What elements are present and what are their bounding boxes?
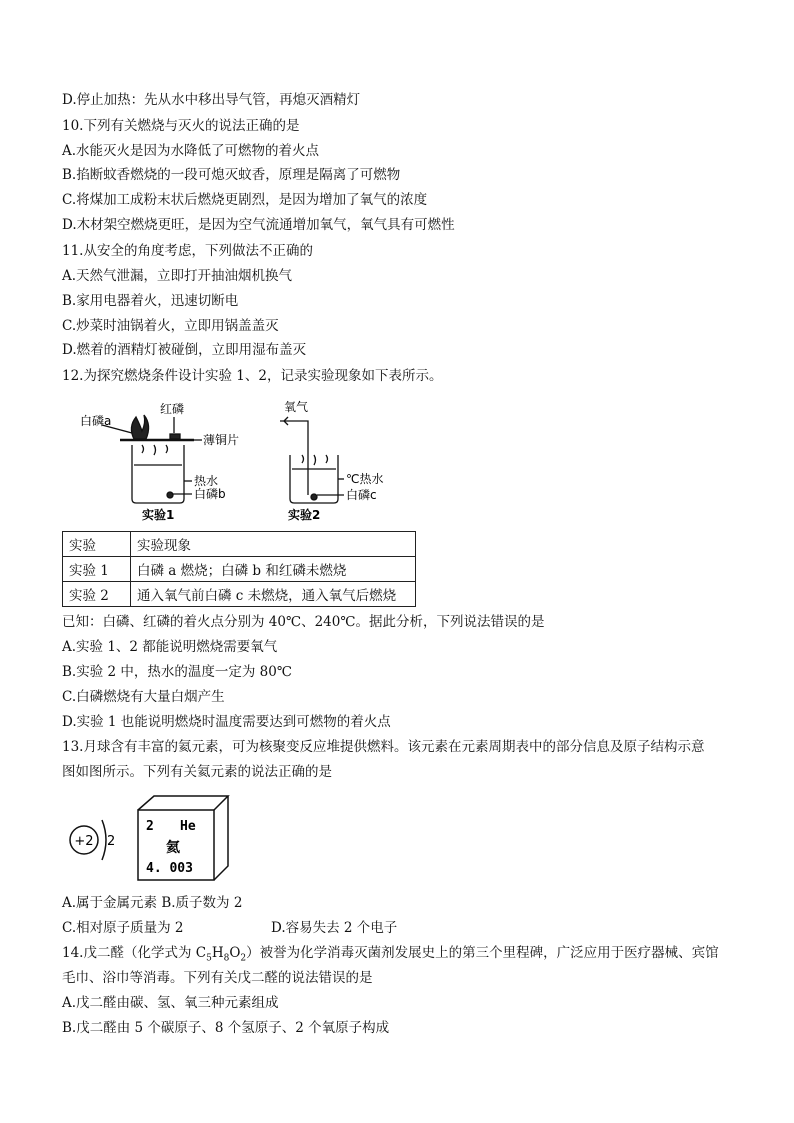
question-14-cont: 毛巾、浴巾等消毒。下列有关戊二醛的说法错误的是	[62, 970, 373, 986]
formula-o: O	[229, 945, 241, 961]
label-white-p-b: 白磷b	[194, 487, 226, 501]
label-white-p-c: 白磷c	[346, 488, 377, 502]
label-white-p-a: 白磷a	[80, 414, 112, 428]
option-b-q11: B.家用电器着火，迅速切断电	[62, 293, 239, 309]
option-a-q12: A.实验 1、2 都能说明燃烧需要氧气	[62, 639, 278, 655]
formula-h: H	[211, 945, 224, 961]
nucleus-charge: +2	[74, 834, 94, 849]
option-c-q11: C.炒菜时油锅着火，立即用锅盖盖灭	[62, 318, 279, 334]
option-b-q10: B.掐断蚊香燃烧的一段可熄灭蚊香，原理是隔离了可燃物	[62, 167, 401, 183]
helium-figure	[62, 790, 232, 886]
q14-text-start: 14.戊二醛（化学式为 C	[62, 945, 207, 961]
observation-table	[62, 531, 416, 607]
option-a-q11: A.天然气泄漏，立即打开抽油烟机换气	[62, 268, 293, 284]
question-10: 10.下列有关燃烧与灭火的说法正确的是	[62, 118, 300, 134]
label-copper: 薄铜片	[203, 433, 240, 447]
table-row	[63, 557, 416, 582]
question-14	[62, 944, 719, 968]
option-d-q11: D.燃着的酒精灯被碰倒，立即用湿布盖灭	[62, 342, 307, 358]
element-name: 氦	[166, 840, 180, 856]
known-info: 已知：白磷、红磷的着火点分别为 40℃、240℃。据此分析，下列说法错误的是	[62, 614, 545, 630]
table-cell: 通入氧气前白磷 c 未燃烧，通入氧气后燃烧	[131, 582, 416, 607]
question-11: 11.从安全的角度考虑，下列做法不正确的	[62, 243, 313, 259]
option-d-q10: D.木材架空燃烧更旺，是因为空气流通增加氧气，氧气具有可燃性	[62, 217, 455, 233]
question-13: 13.月球含有丰富的氦元素，可为核聚变反应堆提供燃料。该元素在元素周期表中的部分信息及原子结构示意	[62, 739, 705, 755]
option-b-q12: B.实验 2 中，热水的温度一定为 80℃	[62, 664, 292, 680]
formula-sub-h: 8	[223, 953, 230, 964]
table-cell: 白磷 a 燃烧；白磷 b 和红磷未燃烧	[131, 557, 416, 582]
option-c-q13: C.相对原子质量为 2	[62, 920, 184, 936]
atomic-mass: 4. 003	[146, 861, 193, 876]
table-row	[63, 582, 416, 607]
element-symbol: He	[180, 819, 196, 834]
label-exp1: 实验1	[142, 508, 175, 522]
formula-sub-o: 2	[240, 953, 247, 964]
table-cell: 实验 1	[63, 557, 131, 582]
table-header-cell: 实验现象	[131, 532, 416, 557]
atomic-number: 2	[146, 819, 154, 834]
option-d-q13: D.容易失去 2 个电子	[271, 920, 398, 936]
option-a-q14: A.戊二醛由碳、氢、氧三种元素组成	[62, 995, 279, 1011]
option-c-q12: C.白磷燃烧有大量白烟产生	[62, 689, 225, 705]
question-13-cont: 图如图所示。下列有关氦元素的说法正确的是	[62, 764, 332, 780]
label-exp2: 实验2	[288, 508, 321, 522]
electron-count: 2	[107, 834, 116, 849]
option-b-q14: B.戊二醛由 5 个碳原子、8 个氢原子、2 个氧原子构成	[62, 1020, 390, 1036]
table-header-row	[63, 532, 416, 557]
option-a-q10: A.水能灭火是因为水降低了可燃物的着火点	[62, 143, 320, 159]
label-hot-water: 热水	[194, 474, 219, 488]
table-cell: 实验 2	[63, 582, 131, 607]
table-header-cell: 实验	[63, 532, 131, 557]
option-d-q12: D.实验 1 也能说明燃烧时温度需要达到可燃物的着火点	[62, 714, 391, 730]
formula-sub-c: 5	[206, 953, 212, 964]
option-d-q9: D.停止加热：先从水中移出导气管，再熄灭酒精灯	[62, 92, 361, 108]
option-c-q10: C.将煤加工成粉末状后燃烧更剧烈，是因为增加了氧气的浓度	[62, 192, 428, 208]
q14-text-end: ）被誉为化学消毒灭菌剂发展史上的第三个里程碑，广泛应用于医疗器械、宾馆	[246, 945, 719, 961]
options-ab-q13: A.属于金属元素 B.质子数为 2	[62, 895, 243, 911]
label-hot-water-2: ℃热水	[346, 472, 384, 486]
label-oxygen: 氧气	[284, 400, 309, 414]
label-red-p: 红磷	[160, 402, 185, 416]
question-12: 12.为探究燃烧条件设计实验 1、2，记录实验现象如下表所示。	[62, 368, 443, 384]
experiment-figure	[62, 395, 422, 527]
